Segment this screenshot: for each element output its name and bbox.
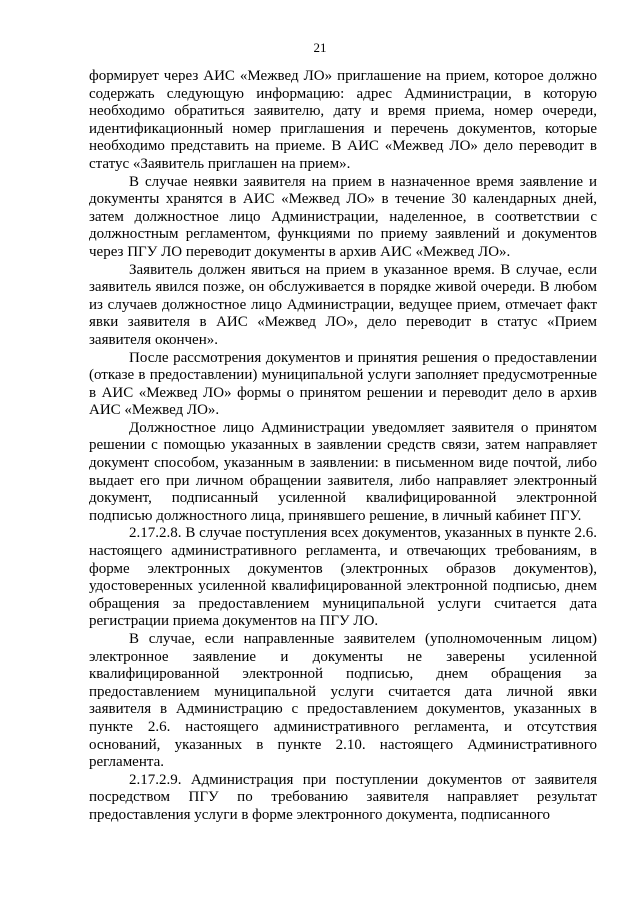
paragraph: Заявитель должен явиться на прием в указанное время. В случае, если заявитель явился позже, он обслуживается в порядке живой очереди. В любом из случаев должностное лицо Администрации, ведущее прием, отмечает факт явки заявителя в АИС «Межвед ЛО», дело переводит в статус «Прием заявителя окончен». [89,261,597,348]
paragraph: В случае, если направленные заявителем (уполномоченным лицом) электронное заявление и документы не заверены усиленной квалифицированной электронной подписью, днем обращения за предоставлением муниципальной услуги считается дата личной явки заявителя в Администрацию с предоставлением документов, указанных в пункте 2.6. настоящего административного регламента, и отсутствия оснований, указанных в пункте 2.10. настоящего Административного регламента. [89,631,597,771]
paragraph: Должностное лицо Администрации уведомляет заявителя о принятом решении с помощью указанных в заявлении средств связи, затем направляет документ способом, указанным в заявлении: в письменном виде почтой, либо выдает его при личном обращении заявителя, либо направляет электронный документ, подписанный усиленной квалифицированной электронной подписью должностного лица, принявшего решение, в личный кабинет ПГУ. [89,419,597,524]
page-number: 21 [313,40,327,55]
paragraph: 2.17.2.8. В случае поступления всех документов, указанных в пункте 2.6. настоящего административного регламента, и отвечающих требованиям, в форме электронных документов (электронных образов документов), удостоверенных усиленной квалифицированной электронной подписью, днем обращения за предоставлением муниципальной услуги считается дата регистрации приема документов на ПГУ ЛО. [89,525,597,630]
paragraph: В случае неявки заявителя на прием в назначенное время заявление и документы хранятся в АИС «Межвед ЛО» в течение 30 календарных дней, затем должностное лицо Администрации, наделенное, в соответствии с должностным регламентом, функциями по приему заявлений и документов через ПГУ ЛО переводит документы в архив АИС «Межвед ЛО». [89,173,597,260]
paragraph: 2.17.2.9. Администрация при поступлении документов от заявителя посредством ПГУ по требованию заявителя направляет результат предоставления услуги в форме электронного документа, подписанного [89,771,597,823]
body-text [89,68,597,825]
paragraph: формирует через АИС «Межвед ЛО» приглашение на прием, которое должно содержать следующую информацию: адрес Администрации, в которую необходимо обратиться заявителю, дату и время приема, номер очереди, идентификационный номер приглашения и перечень документов, которые необходимо представить на приеме. В АИС «Межвед ЛО» дело переводит в статус «Заявитель приглашен на прием». [89,68,597,172]
paragraph: После рассмотрения документов и принятия решения о предоставлении (отказе в предоставлении) муниципальной услуги заполняет предусмотренные в АИС «Межвед ЛО» формы о принятом решении и переводит дело в архив АИС «Межвед ЛО». [89,349,597,419]
